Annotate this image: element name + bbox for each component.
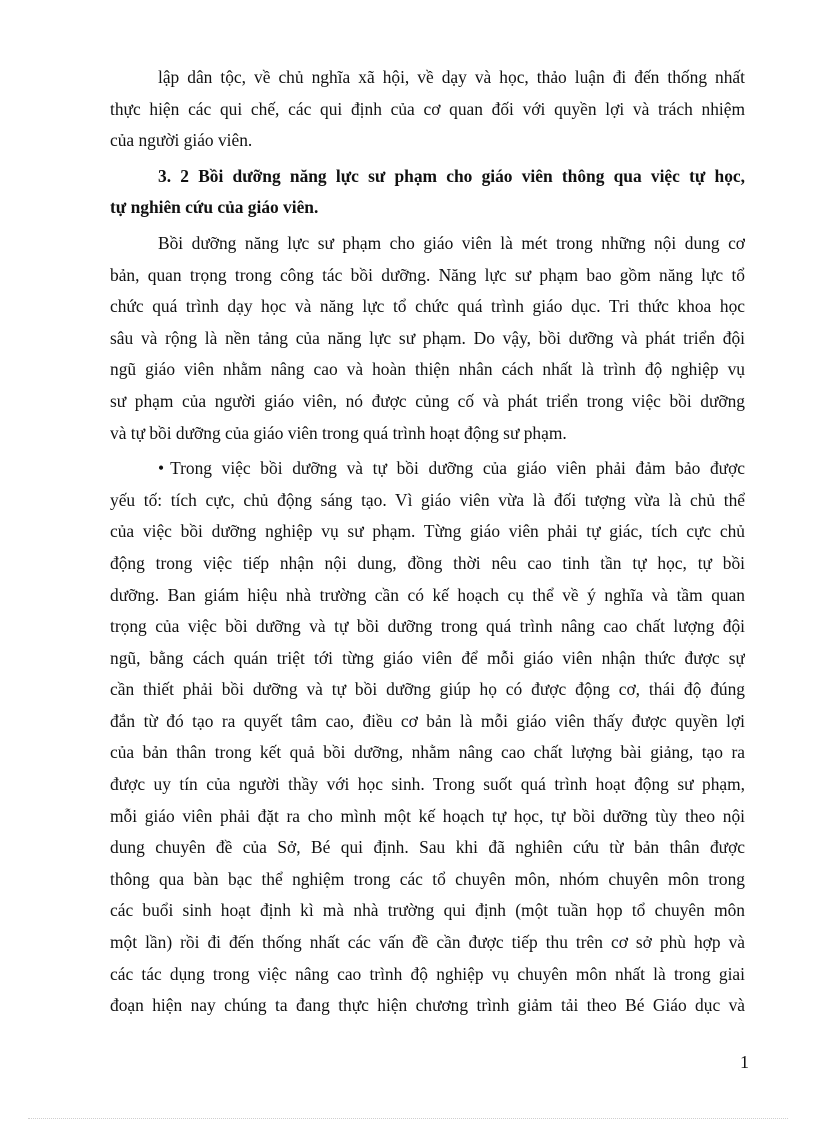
text-line: yếu tố: tích cực, chủ động sáng tạo. Vì giáo viên vừa là đối tượng vừa là chủ thể <box>110 489 745 510</box>
text-line: ngũ, bằng cách quán triệt tới từng giáo viên để mỗi giáo viên nhận thức được sự <box>110 647 745 668</box>
text-line: sư phạm của người giáo viên, nó được củng cố và phát triển trong việc bồi dưỡng <box>110 390 745 411</box>
text-line: đoạn hiện nay chúng ta đang thực hiện chương trình giảm tải theo Bé Giáo dục và <box>110 995 745 1016</box>
text-line: sâu và rộng là nền tảng của năng lực sư phạm. Do vậy, bồi dưỡng và phát triển đội <box>110 327 745 348</box>
text-line: ngũ giáo viên nhằm nâng cao và hoàn thiện nhân cách nhất là trình độ nghiệp vụ <box>110 359 745 380</box>
text-line: và tự bồi dưỡng của giáo viên trong quá trình hoạt động sư phạm. <box>110 422 567 443</box>
text-line: Trong việc bồi dưỡng và tự bồi dưỡng của giáo viên phải đảm bảo được <box>170 458 745 479</box>
bullet-icon: • <box>158 458 165 479</box>
paragraph-continuation <box>110 62 745 157</box>
text-line: mỗi giáo viên phải đặt ra cho mình một kế hoạch tự học, tự bồi dưỡng tùy theo nội <box>110 805 745 826</box>
text-line: dung chuyên đề của Sở, Bé qui định. Sau khi đã nghiên cứu từ bản thân được <box>110 837 745 858</box>
text-line: bản, quan trọng trong công tác bồi dưỡng. Năng lực sư phạm bao gồm năng lực tổ <box>110 264 745 285</box>
document-page <box>110 62 745 1022</box>
text-line: chức quá trình dạy học và năng lực tổ chức quá trình giáo dục. Tri thức khoa học <box>110 296 745 317</box>
text-line: các tác dụng trong việc nâng cao trình độ nghiệp vụ chuyên môn nhất là trong giai <box>110 963 745 984</box>
heading-line: 3. 2 Bồi dưỡng năng lực sư phạm cho giáo viên thông qua việc tự học, <box>158 165 745 186</box>
text-line: trọng của việc bồi dưỡng và tự bồi dưỡng trong quá trình nâng cao chất lượng đội <box>110 616 745 637</box>
text-line: được uy tín của người thầy với học sinh. Trong suốt quá trình hoạt động sư phạm, <box>110 774 745 795</box>
text-line: dưỡng. Ban giám hiệu nhà trường cần có kế hoạch cụ thể về ý nghĩa và tầm quan <box>110 584 745 605</box>
text-line: đắn từ đó tạo ra quyết tâm cao, điều cơ bản là mỗi giáo viên thấy được quyền lợi <box>110 710 745 731</box>
text-line: của bản thân trong kết quả bồi dưỡng, nhằm nâng cao chất lượng bài giảng, tạo ra <box>110 742 745 763</box>
text-line: của người giáo viên. <box>110 130 253 151</box>
page-bottom-divider <box>28 1118 788 1119</box>
text-line: lập dân tộc, về chủ nghĩa xã hội, về dạy và học, thảo luận đi đến thống nhất <box>158 67 745 87</box>
text-line: Bồi dưỡng năng lực sư phạm cho giáo viên là mét trong những nội dung cơ <box>158 232 745 253</box>
bullet-line <box>110 453 745 485</box>
text-line: thực hiện các qui chế, các qui định của cơ quan đối với quyền lợi và trách nhiệm <box>110 98 745 119</box>
text-line: của việc bồi dưỡng nghiệp vụ sư phạm. Từng giáo viên phải tự giác, tích cực chủ <box>110 521 745 542</box>
text-line: các buổi sinh hoạt định kì mà nhà trường qui định (một tuần họp tổ chuyên môn <box>110 900 745 921</box>
page-number: 1 <box>740 1052 749 1072</box>
section-heading <box>110 161 745 224</box>
paragraph-capacity <box>110 228 745 449</box>
heading-line: tự nghiên cứu của giáo viên. <box>110 197 319 218</box>
text-line: một lần) rồi đi đến thống nhất các vấn đề cần được tiếp thu trên cơ sở phù hợp và <box>110 932 745 953</box>
text-line: thông qua bàn bạc thể nghiệm trong các tổ chuyên môn, nhóm chuyên môn trong <box>110 868 745 889</box>
bullet-paragraph <box>110 453 745 1022</box>
text-line: cần thiết phải bồi dưỡng và tự bồi dưỡng giúp họ có được động cơ, thái độ đúng <box>110 679 745 700</box>
text-line: động trong việc tiếp nhận nội dung, đồng thời nêu cao tinh tần tự học, tự bồi <box>110 552 745 573</box>
